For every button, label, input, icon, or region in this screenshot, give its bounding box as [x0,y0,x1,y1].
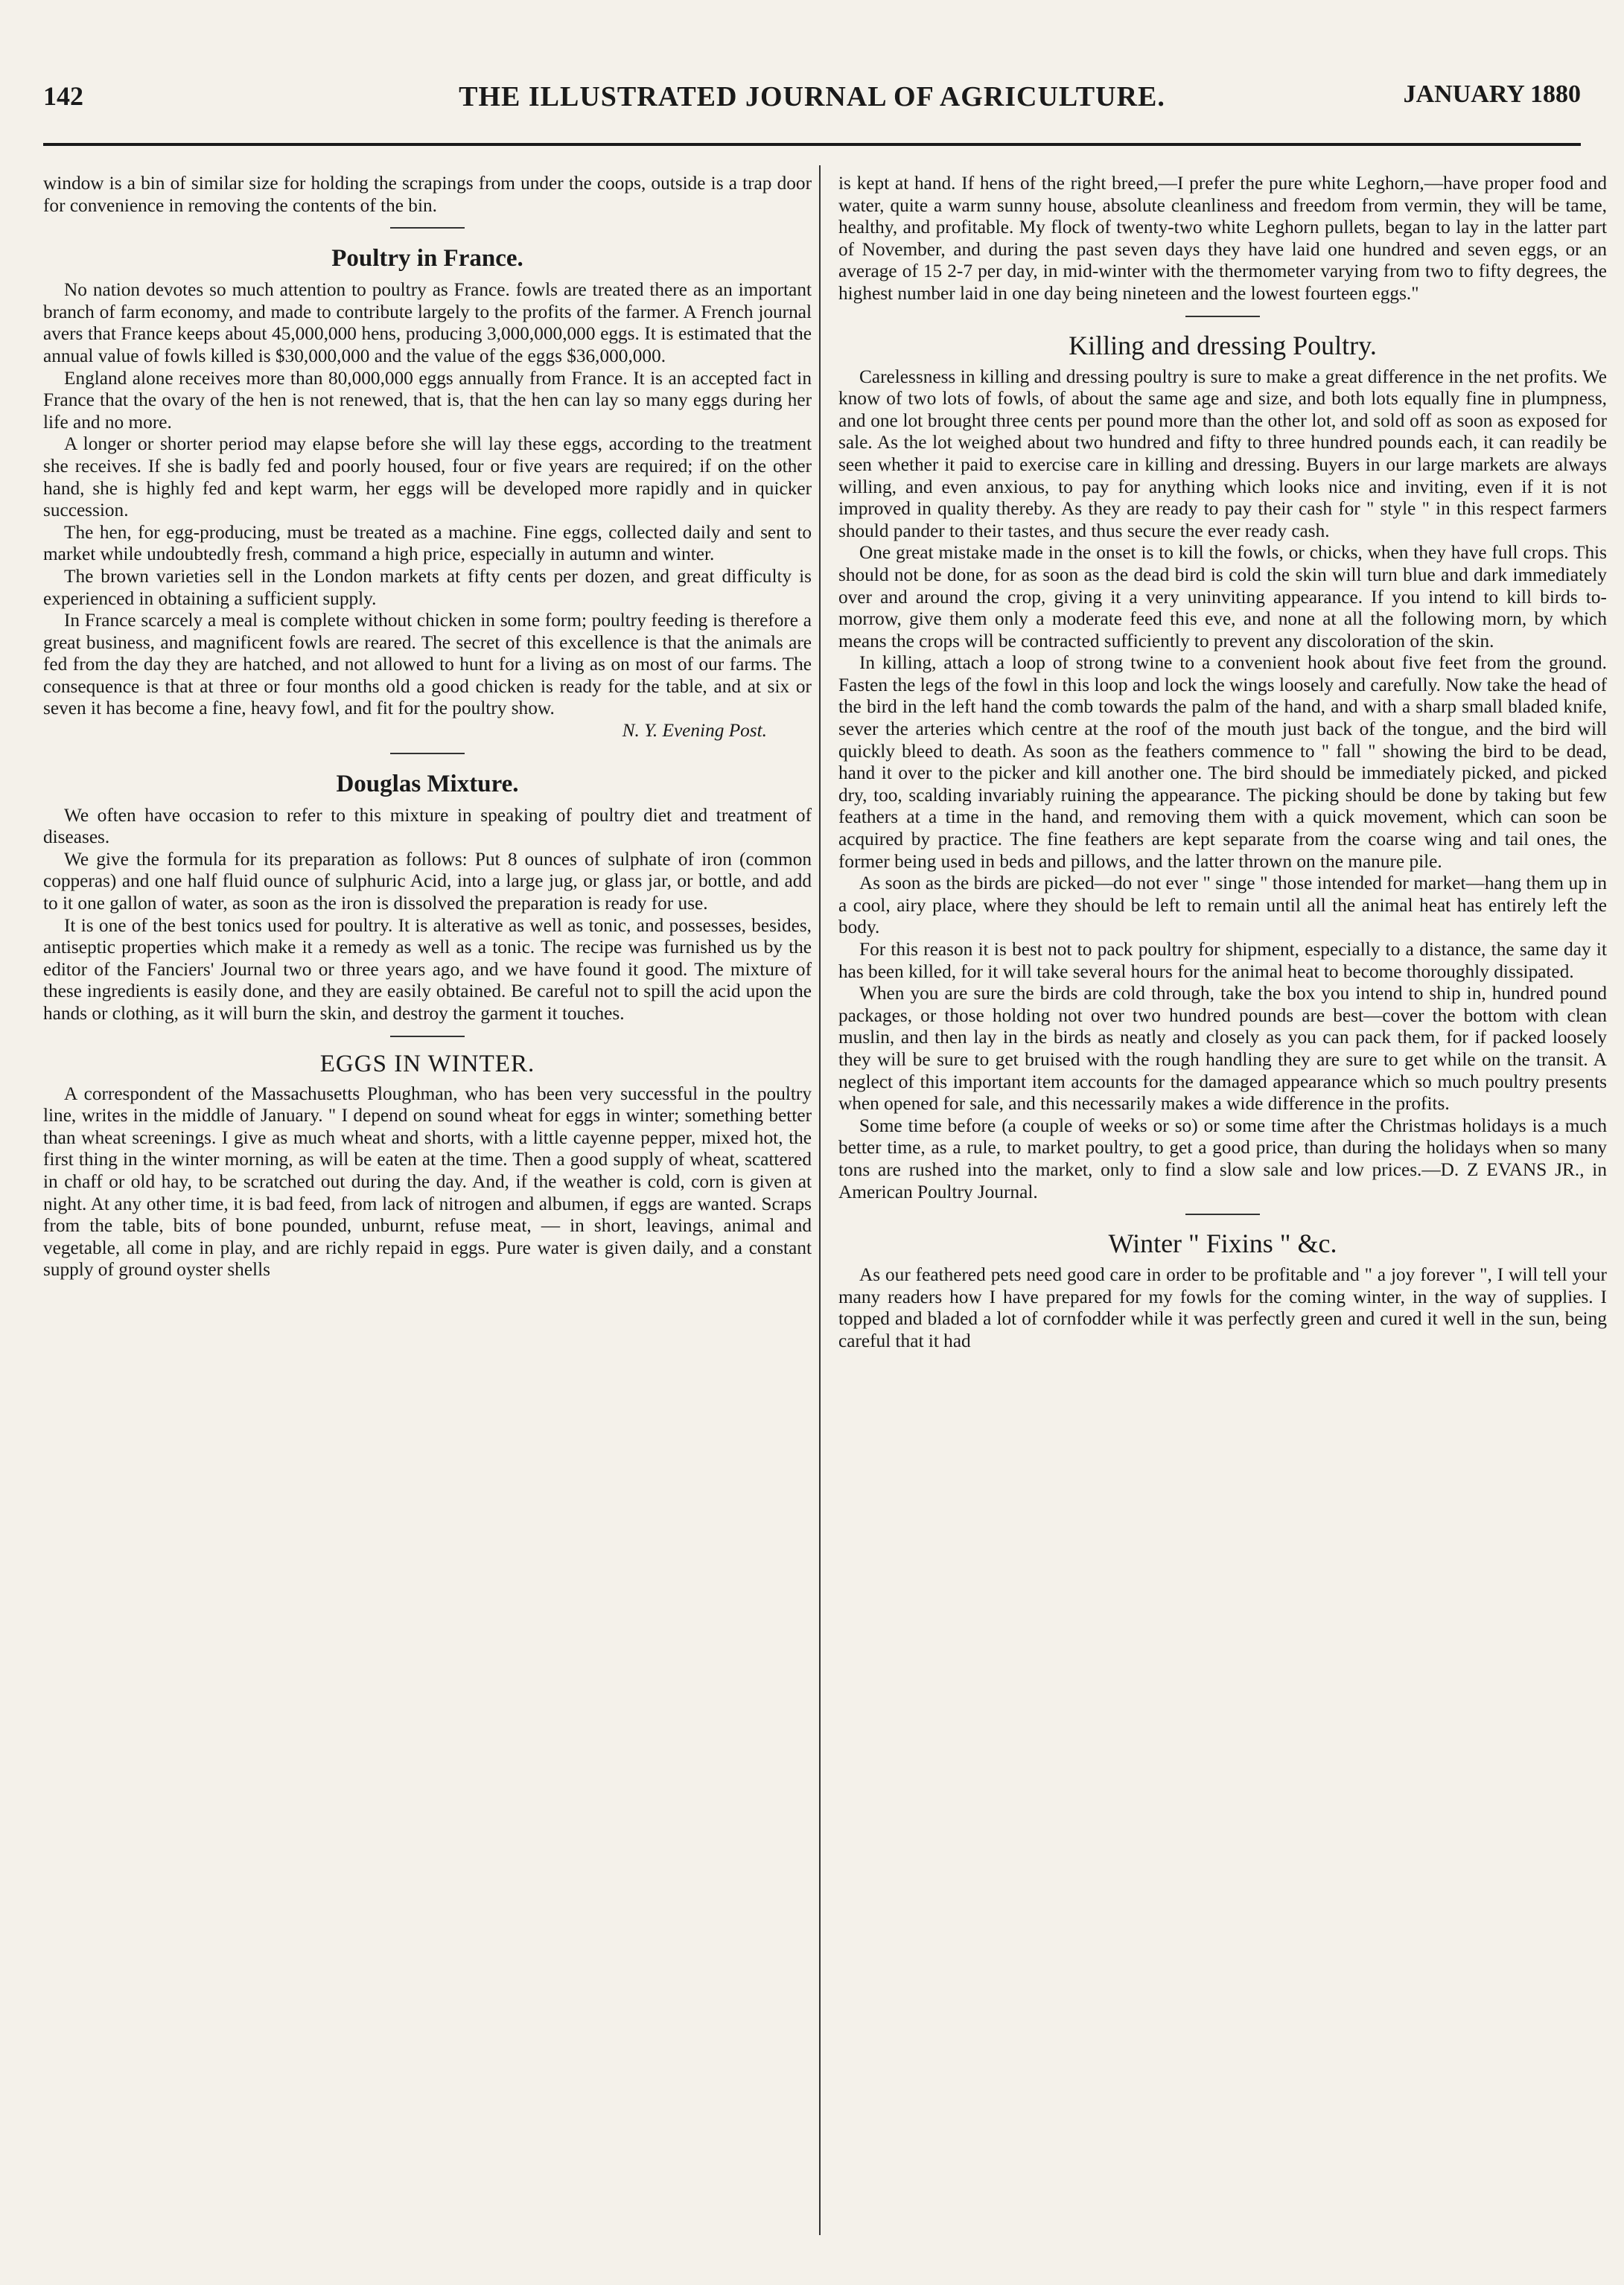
article-paragraph: In France scarcely a meal is complete without chicken in some form; poultry feeding is therefore a great business, and magnificent fowls are reared. The secret of this excellence is that the animals are fed from the day they are hatched, and not allowed to hunt for a living as on most of our farms. The consequence is that at three or four months old a good chicken is ready for the table, and at six or seven it has become a fine, heavy fowl, and fit for the poultry show. [43,610,812,719]
article-paragraph: One great mistake made in the onset is to kill the fowls, or chicks, when they have full crops. This should not be done, for as soon as the dead bird is cold the skin will turn blue and dark immediately over and around the crop, giving it a very uninviting appearance. If you intend to kill birds to-morrow, give them only a moderate feed this eve, and none at all the following morn, by which means the crops will be contracted sufficiently to prevent any discoloration of the skin. [838,542,1607,651]
header-rule [43,143,1581,146]
article-paragraph: A correspondent of the Massachusetts Ploughman, who has been very successful in the poultry line, writes in the middle of January. " I depend on sound wheat for eggs in winter; something better than wheat screenings. I give as much wheat and shorts, with a little cayenne pepper, mixed hot, the first thing in the winter morning, as will be eaten at the time. Then a good supply of wheat, scattered in chaff or old hay, to be scratched out during the day. And, if the weather is cold, corn is given at night. At any other time, it is bad feed, from lack of nitrogen and albumen, if eggs are wanted. Scraps from the table, bits of bone pounded, unburnt, refuse meat, — in short, leavings, animal and vegetable, all come in play, and are richly repaid in eggs. Pure water is given daily, and a constant supply of ground oyster shells [43,1083,812,1281]
article-paragraph: England alone receives more than 80,000,000 eggs annually from France. It is an accepted fact in France that the ovary of the hen is not renewed, that is, that the hen can lay so many eggs during her life and no more. [43,367,812,433]
article-paragraph: When you are sure the birds are cold through, take the box you intend to ship in, hundred pound packages, or those holding not over two hundred pounds are best—cover the bottom with clean muslin, and then lay in the birds as neatly and closely as you can pack them, for if packed loosely they will be sure to get bruised with the rough handling they are sure to get while on the transit. A neglect of this important item accounts for the damaged appearance which so much poultry presents when opened for sale, and this necessarily makes a wide difference in the profits. [838,983,1607,1115]
article-paragraph: The brown varieties sell in the London markets at fifty cents per dozen, and great difficulty is experienced in obtaining a sufficient supply. [43,565,812,609]
article-paragraph: The hen, for egg-producing, must be treated as a machine. Fine eggs, collected daily and sent to market while undoubtedly fresh, command a high price, especially in autumn and winter. [43,521,812,565]
section-rule [390,1036,465,1037]
section-rule [1185,316,1260,317]
section-rule [390,753,465,754]
article-paragraph: In killing, attach a loop of strong twine to a convenient hook about five feet from the ground. Fasten the legs of the fowl in this loop and lock the wings loosely and carefully. Now take the head of the bird in the left hand the comb towards the palm of the hand, and with a sharp small bladed knife, sever the arteries which centre at the roof of the mouth just back of the tongue, and the bird will quickly bleed to death. As soon as the feathers commence to " fall " showing the bird to be dead, hand it over to the picker and kill another one. The bird should be immediately picked, and picked dry, too, scalding invariably ruining the appearance. The picking should be done by taking but few feathers at a time in the hand, and removing them with a quick movement, which can soon be acquired by practice. The fine feathers are kept separate from the coarse wing and tail ones, the former being used in beds and pillows, and the latter thrown on the manure pile. [838,652,1607,872]
section-rule [1185,1214,1260,1215]
article-title-douglas-mixture: Douglas Mixture. [336,770,519,797]
article-title-killing-dressing: Killing and dressing Poultry. [1069,330,1377,360]
article-title-poultry-france: Poultry in France. [331,245,523,273]
article-source: N. Y. Evening Post. [622,720,767,742]
article-paragraph: Carelessness in killing and dressing poultry is sure to make a great difference in the net profits. We know of two lots of fowls, of about the same age and size, and both lots equally fine in plumpness, and one lot brought three cents per pound more than the other lot, and sold off as soon as exposed for sale. As the lot weighed about two hundred and fifty to three hundred pounds each, it can readily be seen whether it paid to exercise care in killing and dressing. Buyers in our large markets are always willing, and even anxious, to pay for anything which looks nice and inviting, even if it is not improved in quality thereby. As they are ready to pay their cash for " style " in this respect farmers should pander to their tastes, and thus secure the ever ready cash. [838,366,1607,541]
journal-title: THE ILLUSTRATED JOURNAL OF AGRICULTURE. [459,81,1165,112]
page-header [43,80,1581,125]
issue-date: JANUARY 1880 [1403,80,1581,108]
column-divider [819,165,821,2235]
article-title-eggs-winter: EGGS IN WINTER. [319,1050,535,1077]
article-paragraph: It is one of the best tonics used for poultry. It is alterative as well as tonic, and possesses, besides, antiseptic properties which make it a remedy as well as a tonic. The recipe was furnished us by the editor of the Fanciers' Journal two or three years ago, and we have found it good. The mixture of these ingredients is easily done, and they are easily obtained. Be careful not to spill the acid upon the hands or clothing, as it will burn the skin, and destroy the garment it touches. [43,914,812,1024]
article-paragraph: As our feathered pets need good care in order to be profitable and " a joy forever ", I will tell your many readers how I have prepared for my fowls for the coming winter, in the way of supplies. I topped and bladed a lot of cornfodder while it was perfectly green and cured it well in the sun, being careful that it had [838,1264,1607,1351]
page-number: 142 [43,81,83,111]
section-rule [390,227,465,229]
article-paragraph: As soon as the birds are picked—do not ever " singe " those intended for market—hang them up in a cool, airy place, where they should be left to remain until all the animal heat has entirely left the body. [838,873,1607,938]
article-title-winter-fixins: Winter " Fixins " &c. [1108,1228,1337,1259]
right-column [838,173,1607,1353]
continuation-paragraph: is kept at hand. If hens of the right breed,—I prefer the pure white Leghorn,—have proper food and water, quite a warm sunny house, absolute cleanliness and freedom from vermin, they will be tame, healthy, and profitable. My flock of twenty-two white Leghorn pullets, began to lay in the latter part of November, and during the past seven days they have laid one hundred and seven eggs, or an average of 15 2-7 per day, in mid-winter with the thermometer varying from two to fifty degrees, the highest number laid in one day being nineteen and the lowest fourteen eggs." [838,173,1607,304]
article-paragraph: Some time before (a couple of weeks or so) or some time after the Christmas holidays is a much better time, as a rule, to market poultry, to get a good price, than during the holidays when so many tons are rushed into the market, only to find a slow sale and low prices.—D. Z EVANS JR., in American Poultry Journal. [838,1115,1607,1202]
article-paragraph: A longer or shorter period may elapse before she will lay these eggs, according to the treatment she receives. If she is badly fed and poorly housed, four or five years are required; if on the other hand, she is highly fed and kept warm, her eggs will be developed more rapidly and in quicker succession. [43,433,812,521]
intro-paragraph: window is a bin of similar size for holding the scrapings from under the coops, outside is a trap door for convenience in removing the contents of the bin. [43,173,812,216]
article-paragraph: We often have occasion to refer to this mixture in speaking of poultry diet and treatment of diseases. [43,804,812,848]
article-paragraph: No nation devotes so much attention to poultry as France. fowls are treated there as an important branch of farm economy, and made to contribute largely to the profits of the farmer. A French journal avers that France keeps about 45,000,000 hens, producing 3,000,000,000 eggs. It is estimated that the annual value of fowls killed is $30,000,000 and the value of the eggs $36,000,000. [43,279,812,366]
article-paragraph: We give the formula for its preparation as follows: Put 8 ounces of sulphate of iron (common copperas) and one half fluid ounce of sulphuric Acid, into a large jug, or glass jar, or bottle, and add to it one gallon of water, as soon as the iron is dissolved the preparation is ready for use. [43,848,812,914]
article-paragraph: For this reason it is best not to pack poultry for shipment, especially to a distance, the same day it has been killed, for it will take several hours for the animal heat to become thoroughly dissipated. [838,939,1607,982]
left-column [43,173,812,1281]
